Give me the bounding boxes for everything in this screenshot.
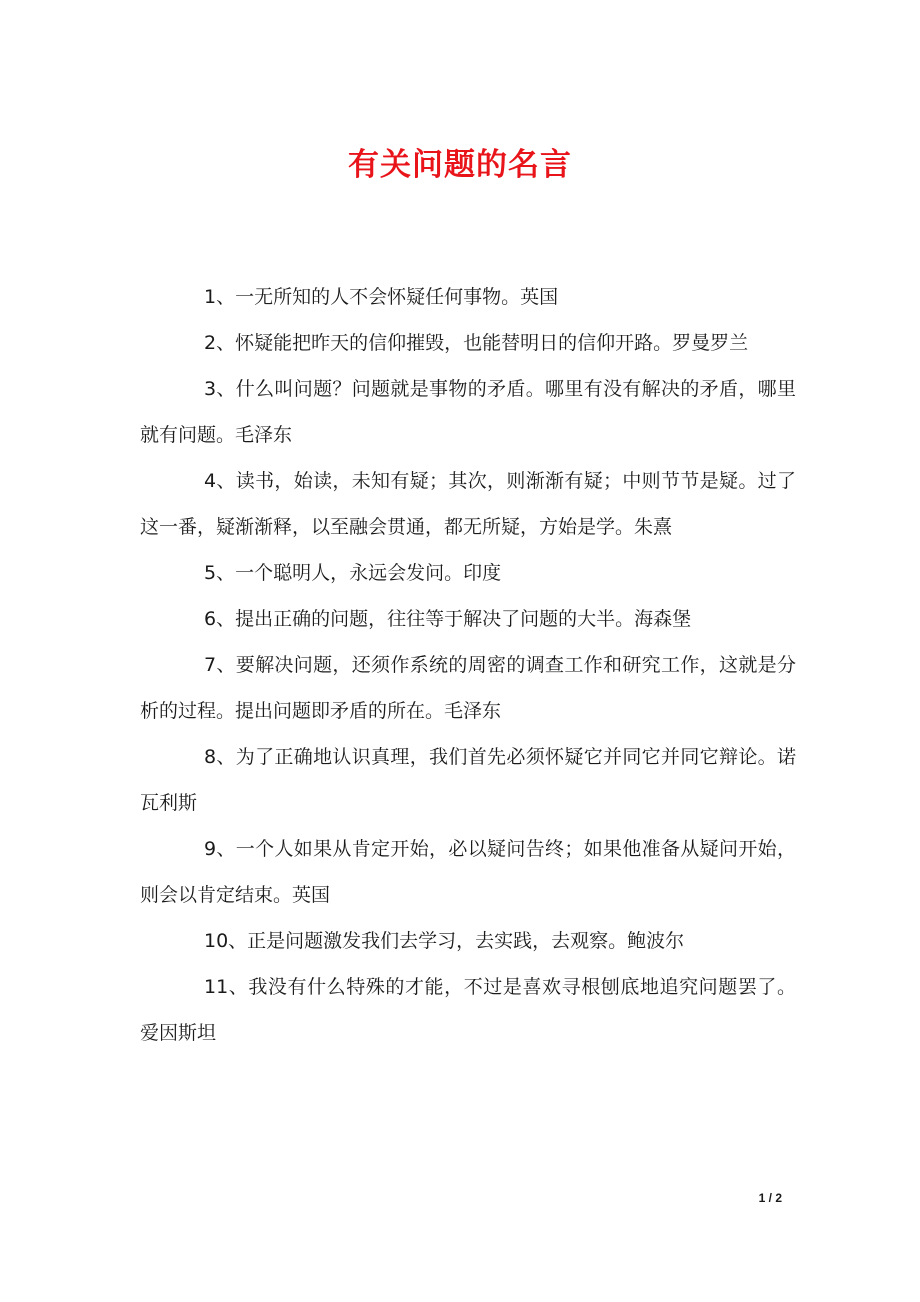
quote-item: 1、一无所知的人不会怀疑任何事物。英国 bbox=[204, 286, 559, 308]
quote-list bbox=[140, 274, 796, 1056]
document-title: 有关问题的名言 bbox=[348, 147, 572, 183]
quote-item: 10、正是问题激发我们去学习，去实践，去观察。鲍波尔 bbox=[204, 930, 685, 952]
page-number: 1 / 2 bbox=[758, 1191, 782, 1205]
quote-item: 8、为了正确地认识真理，我们首先必须怀疑它并同它并同它辩论。诺瓦利斯 bbox=[140, 746, 796, 814]
quote-item: 11、我没有什么特殊的才能，不过是喜欢寻根刨底地追究问题罢了。爱因斯坦 bbox=[140, 976, 796, 1044]
quote-item: 2、怀疑能把昨天的信仰摧毁，也能替明日的信仰开路。罗曼罗兰 bbox=[204, 332, 749, 354]
quote-item: 6、提出正确的问题，往往等于解决了问题的大半。海森堡 bbox=[204, 608, 692, 630]
quote-item: 3、什么叫问题？问题就是事物的矛盾。哪里有没有解决的矛盾，哪里就有问题。毛泽东 bbox=[140, 378, 796, 446]
quote-item: 5、一个聪明人，永远会发问。印度 bbox=[204, 562, 502, 584]
quote-item: 9、一个人如果从肯定开始，必以疑问告终；如果他准备从疑问开始，则会以肯定结束。英国 bbox=[140, 838, 796, 906]
quote-item: 7、要解决问题，还须作系统的周密的调查工作和研究工作，这就是分析的过程。提出问题即矛盾的所在。毛泽东 bbox=[140, 654, 796, 722]
quote-item: 4、读书，始读，未知有疑；其次，则渐渐有疑；中则节节是疑。过了这一番，疑渐渐释，以至融会贯通，都无所疑，方始是学。朱熹 bbox=[140, 470, 796, 538]
